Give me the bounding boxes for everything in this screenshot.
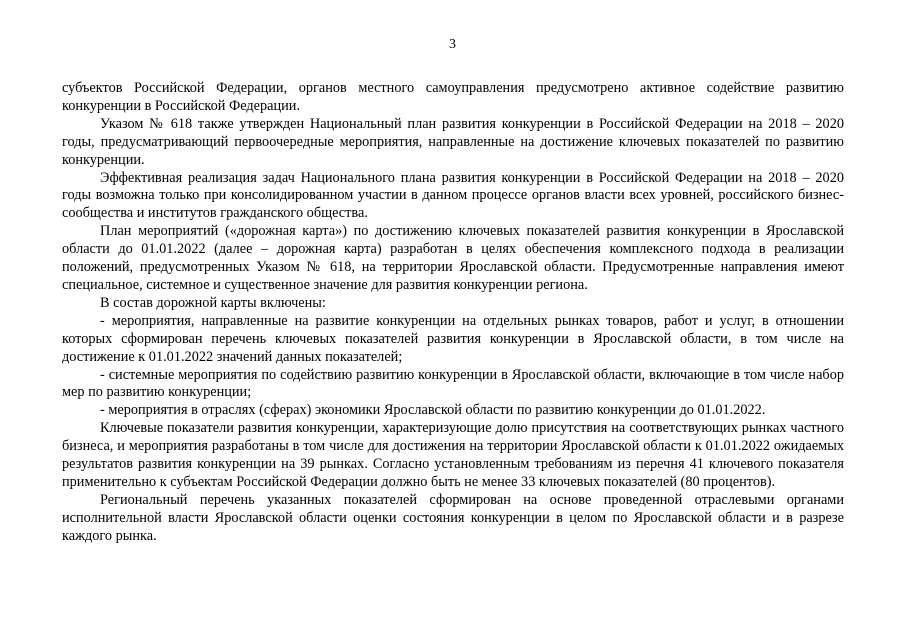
paragraph-decree-plan: Указом № 618 также утвержден Национальный план развития конкуренции в Российской Федерации на 2018 – 2020 годы, предусматривающий первоочередные мероприятия, направленные на достижение ключевых показателей по развитию конкуренции. bbox=[62, 115, 844, 168]
paragraph-roadmap-includes: В состав дорожной карты включены: bbox=[100, 294, 326, 311]
document-body bbox=[62, 80, 844, 546]
list-item-sector-measures: - мероприятия в отраслях (сферах) экономики Ярославской области по развитию конкуренции до 01.01.2022. bbox=[100, 402, 766, 419]
paragraph-key-indicators: Ключевые показатели развития конкуренции, характеризующие долю присутствия на соответствующих рынках частного бизнеса, и мероприятия разработаны в том числе для достижения на территории Ярославской области к 01.01.2022 ожидаемых результатов развития конкуренции на 39 рынках. Согласно установленным требованиям из перечня 41 ключевого показателя применительно к субъектам Российской Федерации должно быть не менее 33 ключевых показателей (80 процентов). bbox=[62, 420, 844, 490]
paragraph-continuation: субъектов Российской Федерации, органов местного самоуправления предусмотрено активное содействие развитию конкуренции в Российской Федерации. bbox=[62, 80, 844, 114]
list-item-system-measures: - системные мероприятия по содействию развитию конкуренции в Ярославской области, включающие в том числе набор мер по развитию конкуренции; bbox=[62, 366, 844, 401]
page-number: 3 bbox=[449, 37, 456, 52]
paragraph-regional-list: Региональный перечень указанных показателей сформирован на основе проведенной отраслевыми органами исполнительной власти Ярославской области оценки состояния конкуренции в целом по Ярославской области и в разрезе каждого рынка. bbox=[62, 491, 844, 544]
list-item-market-measures: - мероприятия, направленные на развитие конкуренции на отдельных рынках товаров, работ и услуг, в отношении которых сформирован перечень ключевых показателей развития конкуренции в Ярославской области, в том числе на достижение к 01.01.2022 значений данных показателей; bbox=[62, 312, 844, 365]
paragraph-effective-implementation: Эффективная реализация задач Национального плана развития конкуренции в Российской Федерации на 2018 – 2020 годы возможна только при консолидированном участии в данном процессе органов власти всех уровней, российского бизнес-сообщества и институтов гражданского общества. bbox=[62, 169, 844, 222]
paragraph-roadmap: План мероприятий («дорожная карта») по достижению ключевых показателей развития конкуренции в Ярославской области до 01.01.2022 (далее – дорожная карта) разработан в целях обеспечения комплексного подхода в реализации положений, предусмотренных Указом № 618, на территории Ярославской области. Предусмотренные направления имеют специальное, системное и существенное значение для развития конкуренции региона. bbox=[62, 223, 844, 293]
